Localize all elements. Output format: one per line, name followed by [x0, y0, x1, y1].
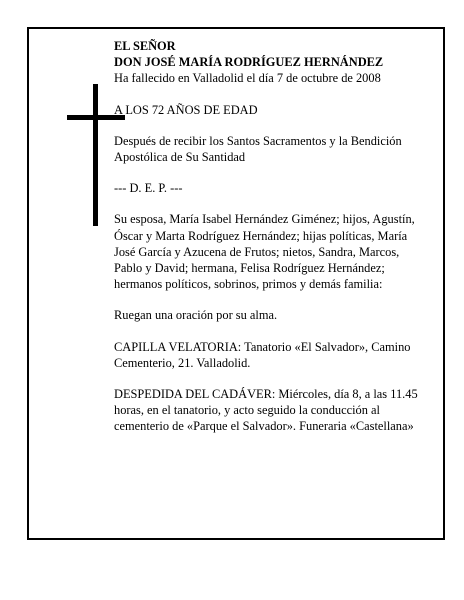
- obituary-text: [114, 38, 426, 435]
- prayer-line: Ruegan una oración por su alma.: [114, 308, 278, 323]
- dep-line: --- D. E. P. ---: [114, 181, 183, 196]
- family-paragraph: Su esposa, María Isabel Hernández Giménez; hijos, Agustín, Óscar y Marta Rodríguez Hernández; hijas políticas, María José García y Azucena de Frutos; nietos, Sandra, Marcos, Pablo y David; hermana, Felisa Rodríguez Hernández; hermanos políticos, sobrinos, primos y demás familia:: [114, 212, 415, 292]
- sacraments-paragraph: Después de recibir los Santos Sacramentos y la Bendición Apostólica de Su Santidad: [114, 133, 402, 165]
- age-line: A LOS 72 AÑOS DE EDAD: [114, 102, 258, 117]
- death-announcement: Ha fallecido en Valladolid el día 7 de octubre de 2008: [114, 71, 381, 86]
- farewell-paragraph: DESPEDIDA DEL CADÁVER: Miércoles, día 8, a las 11.45 horas, en el tanatorio, y acto seguido la conducción al cementerio de «Parque el Salvador». Funeraria «Castellana»: [114, 387, 418, 434]
- header-line-1: EL SEÑOR: [114, 39, 176, 53]
- deceased-name: DON JOSÉ MARÍA RODRÍGUEZ HERNÁNDEZ: [114, 55, 384, 70]
- chapel-paragraph: CAPILLA VELATORIA: Tanatorio «El Salvador», Camino Cementerio, 21. Valladolid.: [114, 339, 411, 370]
- cross-vertical-bar: [93, 84, 98, 226]
